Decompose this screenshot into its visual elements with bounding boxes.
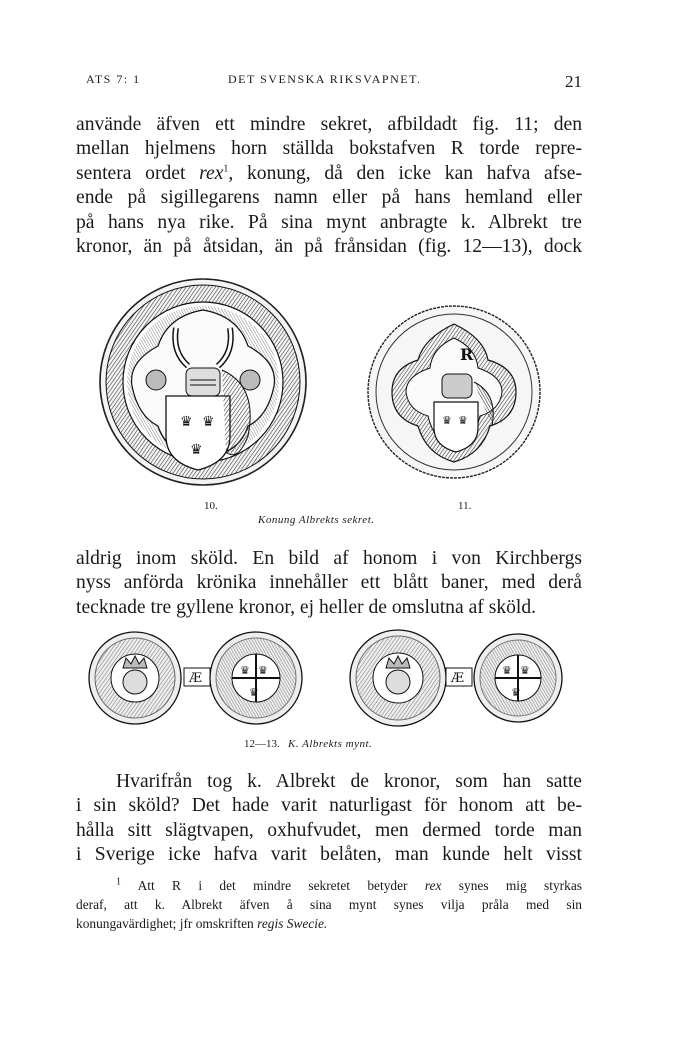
paragraph-1 bbox=[76, 113, 582, 259]
text-line: Hvarifrån tog k. Albrekt de kronor, som han satte bbox=[116, 771, 582, 792]
svg-text:♛: ♛ bbox=[190, 442, 203, 458]
svg-text:♛: ♛ bbox=[502, 664, 512, 677]
footnote-marker: 1 bbox=[116, 876, 121, 888]
metal-mark: Æ bbox=[189, 671, 203, 686]
paragraph-2 bbox=[76, 547, 582, 620]
header-signature: ATS 7: 1 bbox=[86, 72, 141, 86]
text-line: hålla sitt slägtvapen, oxhufvudet, men dermed torde man bbox=[76, 819, 582, 841]
coin-caption-text: K. Albrekts mynt. bbox=[288, 738, 373, 750]
text-line: sentera ordet rex$^1$, konung, då den icke kan hafva afse- bbox=[76, 162, 583, 184]
text-line: mellan hjelmens horn ställda bokstafven R torde repre- bbox=[76, 138, 582, 160]
text-line: i sin sköld? Det hade varit naturligast för honom att be- bbox=[76, 795, 582, 817]
text-line: kronor, än på åtsidan, än på frånsidan (fig. 12—13), dock bbox=[76, 236, 582, 258]
svg-text:♛: ♛ bbox=[520, 664, 530, 677]
svg-text:♛: ♛ bbox=[180, 414, 193, 430]
footnote-ref: 1 bbox=[223, 163, 229, 175]
svg-text:♛: ♛ bbox=[249, 686, 259, 699]
svg-text:♛: ♛ bbox=[458, 414, 468, 427]
metal-mark: Æ bbox=[451, 671, 465, 686]
paragraph-3 bbox=[76, 770, 582, 868]
coin-caption-number: 12—13. bbox=[244, 738, 280, 750]
running-title: DET SVENSKA RIKSVAPNET. bbox=[228, 72, 422, 86]
text-line: på hans nya rike. På sina mynt anbragte k. Albrekt tre bbox=[76, 211, 582, 233]
text-line: nyss anförda krönika innehåller ett blått baner, med derå bbox=[76, 572, 582, 594]
svg-text:♛: ♛ bbox=[202, 414, 215, 430]
svg-text:♛: ♛ bbox=[240, 664, 250, 677]
seal-figure-11 bbox=[366, 298, 546, 488]
footnote-line: konungavärdighet; jfr omskriften regis Swecie. bbox=[76, 916, 328, 931]
svg-text:♛: ♛ bbox=[258, 664, 268, 677]
text-line: aldrig inom sköld. En bild af honom i von Kirchbergs bbox=[76, 548, 582, 569]
figure-label-10: 10. bbox=[204, 500, 218, 512]
figure-label-11: 11. bbox=[458, 500, 472, 512]
svg-text:♛: ♛ bbox=[511, 686, 521, 699]
footnote-line: $^1$ Att R i det mindre sekretet betyder rex synes mig styrkas bbox=[116, 876, 582, 893]
text-line: använde äfven ett mindre sekret, afbildadt fig. 11; den bbox=[76, 114, 582, 135]
seal-letter: R bbox=[460, 345, 474, 364]
coin-pair-13 bbox=[340, 628, 566, 728]
svg-text:♛: ♛ bbox=[442, 414, 452, 427]
figure-caption-seals: Konung Albrekts sekret. bbox=[258, 514, 375, 526]
text-line: ende på sigillegarens namn eller på hans hemland eller bbox=[76, 187, 582, 209]
footnote-line: deraf, att k. Albrekt äfven å sina mynt synes vilja pråla med sin bbox=[76, 897, 582, 912]
text-line: tecknade tre gyllene kronor, ej heller de omslutna af sköld. bbox=[76, 596, 537, 618]
coin-pair-12 bbox=[86, 628, 312, 728]
footnote bbox=[76, 876, 582, 933]
italic-word: rex bbox=[199, 162, 224, 184]
coin-caption bbox=[244, 738, 372, 750]
text-line: i Sverige icke hafva varit belåten, man kunde helt visst bbox=[76, 844, 582, 866]
page-number: 21 bbox=[565, 72, 582, 91]
seal-figure-10 bbox=[98, 266, 308, 498]
